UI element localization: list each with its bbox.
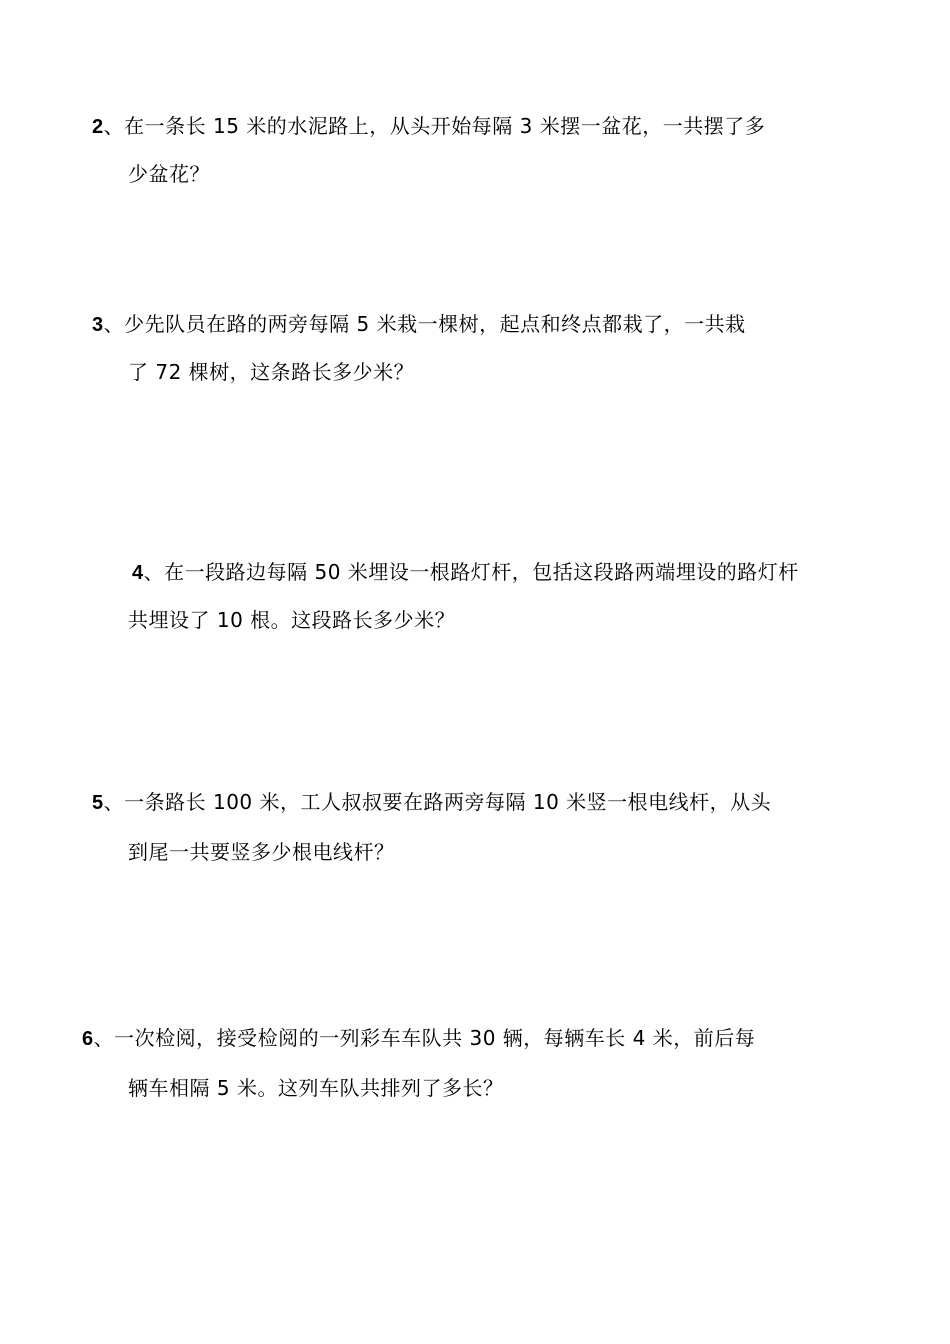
- problem-5-line-1: [92, 790, 771, 815]
- problem-4-text-1: 、在一段路边每隔 50 米埋设一根路灯杆，包括这段路两端埋设的路灯杆: [143, 560, 799, 584]
- problem-6-number: 6: [82, 1028, 94, 1050]
- problem-3-text-1: 、少先队员在路的两旁每隔 5 米栽一棵树，起点和终点都栽了，一共栽: [103, 312, 746, 336]
- problem-6-text-1: 、一次检阅，接受检阅的一列彩车车队共 30 辆，每辆车长 4 米，前后每: [93, 1026, 756, 1050]
- problem-5-text-1: 、一条路长 100 米，工人叔叔要在路两旁每隔 10 米竖一根电线杆，从头: [103, 790, 772, 814]
- problem-4-line-1: [132, 560, 799, 585]
- problem-2-line-1: [92, 114, 765, 139]
- problem-3-line-2: 了 72 棵树，这条路长多少米？: [128, 360, 415, 384]
- problem-4-line-2: 共埋设了 10 根。这段路长多少米？: [128, 608, 456, 632]
- problem-3-line-1: [92, 312, 746, 337]
- problem-5-number: 5: [92, 792, 104, 814]
- problem-2-number: 2: [92, 116, 104, 138]
- problem-6-line-2: 辆车相隔 5 米。这列车队共排列了多长？: [128, 1076, 504, 1100]
- problem-4-number: 4: [132, 562, 144, 584]
- problem-3-number: 3: [92, 314, 104, 336]
- problem-6-line-1: [82, 1026, 755, 1051]
- problem-2-line-2: 少盆花？: [128, 162, 210, 186]
- problem-2-text-1: 、在一条长 15 米的水泥路上，从头开始每隔 3 米摆一盆花，一共摆了多: [103, 114, 766, 138]
- problem-5-line-2: 到尾一共要竖多少根电线杆？: [128, 840, 395, 864]
